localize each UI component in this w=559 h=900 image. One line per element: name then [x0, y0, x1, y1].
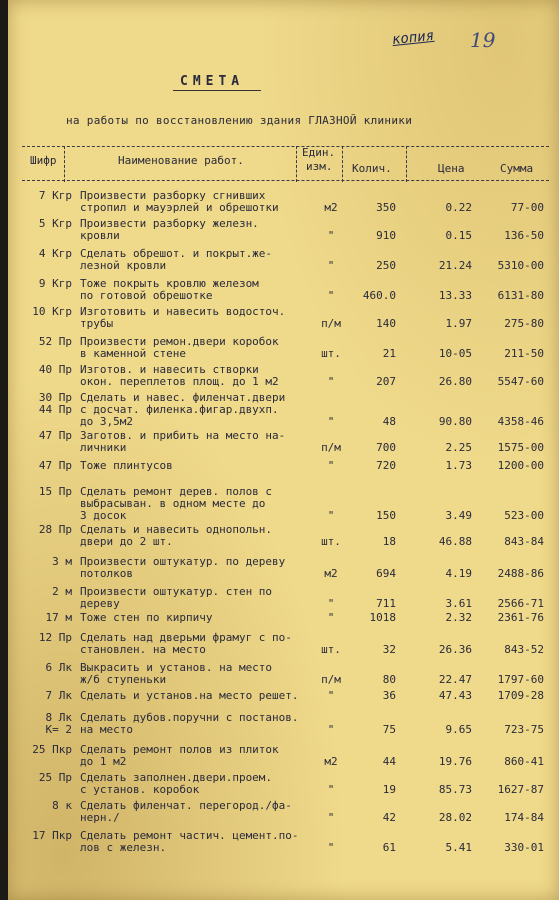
row-price: 22.47 [438, 673, 472, 686]
row-qty: 44 [382, 755, 396, 768]
row-qty: 32 [382, 643, 396, 656]
row-sum: 136-50 [504, 229, 544, 242]
row-code: 17 Пкр [32, 829, 72, 842]
row-code: 10 Кгр [32, 305, 72, 318]
row-price: 1.97 [445, 317, 472, 330]
row-name: Сделать и навесить однопольн. двери до 2 шт. [80, 523, 273, 548]
row-name: Сделать над дверьми фрамуг с по- становлен. на место [80, 631, 292, 656]
row-unit: " [327, 229, 335, 242]
row-qty: 19 [382, 783, 396, 796]
row-name: Сделать ремонт частич. цемент.по- лов с железн. [80, 829, 299, 854]
row-sum: 860-41 [504, 755, 544, 768]
row-code: 28 Пр [38, 523, 72, 536]
row-unit: п/м [321, 317, 341, 330]
row-code: 40 Пр [38, 363, 72, 376]
column-separator [342, 146, 343, 182]
row-name: Заготов. и прибить на место на- личники [80, 429, 286, 454]
row-code: 9 Кгр [38, 277, 72, 290]
row-code: 15 Пр [38, 485, 72, 498]
row-name: Изготовить и навесить водосточ. трубы [80, 305, 286, 330]
row-unit: п/м [321, 673, 341, 686]
row-qty: 460.0 [362, 289, 396, 302]
row-name: Сделать ремонт дерев. полов с выбрасыван. в одном месте до 3 досок [80, 485, 273, 522]
row-code: 5 Кгр [38, 217, 72, 230]
row-code: 52 Пр [38, 335, 72, 348]
row-code: 2 м [52, 585, 72, 598]
row-qty: 250 [376, 259, 396, 272]
row-unit: шт. [321, 643, 341, 656]
row-price: 90.80 [438, 415, 472, 428]
header-unit-line2: изм. [306, 160, 333, 173]
row-price: 21.24 [438, 259, 472, 272]
row-price: 47.43 [438, 689, 472, 702]
row-unit: шт. [321, 535, 341, 548]
row-code: 30 Пр 44 Пр [38, 391, 72, 416]
column-separator [64, 146, 65, 182]
row-qty: 150 [376, 509, 396, 522]
row-unit: " [327, 841, 335, 854]
row-name: Сделать дубов.поручни с постанов. на место [80, 711, 299, 736]
row-qty: 42 [382, 811, 396, 824]
row-sum: 843-84 [504, 535, 544, 548]
row-price: 2.25 [445, 441, 472, 454]
row-sum: 523-00 [504, 509, 544, 522]
row-qty: 18 [382, 535, 396, 548]
row-sum: 6131-80 [497, 289, 544, 302]
row-name: Сделать и навес. филенчат.двери с досчат. филенка.фигар.двухп. до 3,5м2 [80, 391, 286, 428]
row-code: 8 к [52, 799, 72, 812]
header-unit-line1: Един. [302, 146, 336, 159]
row-unit: " [327, 289, 335, 302]
row-sum: 1709-28 [497, 689, 544, 702]
row-unit: шт. [321, 347, 341, 360]
row-unit: м2 [324, 755, 338, 768]
row-qty: 694 [376, 567, 396, 580]
row-unit: п/м [321, 441, 341, 454]
row-sum: 77-00 [510, 201, 544, 214]
row-price: 3.61 [445, 597, 472, 610]
row-qty: 207 [376, 375, 396, 388]
row-price: 28.02 [438, 811, 472, 824]
row-code: 8 Лк К= 2 [45, 711, 72, 736]
row-code: 12 Пр [38, 631, 72, 644]
handwritten-annotation: копия [391, 27, 435, 49]
row-name: Выкрасить и установ. на место ж/б ступеньки [80, 661, 273, 686]
header-sum: Сумма [500, 162, 534, 175]
header-code: Шифр [30, 154, 57, 167]
row-unit: " [327, 509, 335, 522]
row-sum: 5310-00 [497, 259, 544, 272]
row-code: 47 Пр [38, 459, 72, 472]
row-name: Сделать обрешот. и покрыт.же- лезной кровли [80, 247, 273, 272]
row-name: Сделать ремонт полов из плиток до 1 м2 [80, 743, 279, 768]
row-price: 4.19 [445, 567, 472, 580]
row-price: 85.73 [438, 783, 472, 796]
row-code: 4 Кгр [38, 247, 72, 260]
row-name: Произвести ремон.двери коробок в каменной стене [80, 335, 279, 360]
row-price: 13.33 [438, 289, 472, 302]
row-qty: 720 [376, 459, 396, 472]
row-unit: " [327, 723, 335, 736]
row-code: 7 Лк [45, 689, 72, 702]
row-name: Тоже стен по кирпичу [80, 611, 213, 624]
row-name: Сделать филенчат. перегород./фа- нерн./ [80, 799, 292, 824]
row-name: Сделать заполнен.двери.проем. с установ. коробок [80, 771, 273, 796]
document-title: СМЕТА [180, 74, 245, 89]
row-sum: 1627-87 [497, 783, 544, 796]
document-subtitle: на работы по восстановлению здания ГЛАЗНОЙ клиники [66, 114, 413, 127]
row-unit: м2 [324, 567, 338, 580]
header-bottom-rule [22, 180, 549, 181]
row-qty: 36 [382, 689, 396, 702]
row-qty: 48 [382, 415, 396, 428]
row-qty: 1018 [369, 611, 396, 624]
row-unit: " [327, 259, 335, 272]
row-unit: м2 [324, 201, 338, 214]
row-code: 6 Лк [45, 661, 72, 674]
row-qty: 80 [382, 673, 396, 686]
row-qty: 75 [382, 723, 396, 736]
row-sum: 2566-71 [497, 597, 544, 610]
row-price: 1.73 [445, 459, 472, 472]
row-sum: 2488-86 [497, 567, 544, 580]
row-sum: 1200-00 [497, 459, 544, 472]
header-price: Цена [438, 162, 465, 175]
row-code: 7 Кгр [38, 189, 72, 202]
row-unit: " [327, 783, 335, 796]
row-name: Произвести оштукатур. стен по дереву [80, 585, 273, 610]
row-price: 19.76 [438, 755, 472, 768]
header-top-rule [22, 146, 549, 147]
row-unit: " [327, 811, 335, 824]
row-sum: 723-75 [504, 723, 544, 736]
row-sum: 2361-76 [497, 611, 544, 624]
row-sum: 1575-00 [497, 441, 544, 454]
row-name: Тоже покрыть кровлю железом по готовой обрешотке [80, 277, 259, 302]
row-code: 25 Пр [38, 771, 72, 784]
row-price: 0.22 [445, 201, 472, 214]
row-sum: 211-50 [504, 347, 544, 360]
row-qty: 700 [376, 441, 396, 454]
row-sum: 330-01 [504, 841, 544, 854]
row-sum: 275-80 [504, 317, 544, 330]
row-sum: 1797-60 [497, 673, 544, 686]
row-price: 26.80 [438, 375, 472, 388]
row-name: Произвести оштукатур. по дереву потолков [80, 555, 286, 580]
row-unit: " [327, 597, 335, 610]
row-price: 3.49 [445, 509, 472, 522]
row-code: 25 Пкр [32, 743, 72, 756]
row-price: 46.88 [438, 535, 472, 548]
row-name: Сделать и установ.на место решет. [80, 689, 299, 702]
column-separator [296, 146, 297, 182]
page-number: 19 [470, 28, 496, 52]
row-unit: " [327, 689, 335, 702]
row-qty: 350 [376, 201, 396, 214]
row-code: 17 м [45, 611, 72, 624]
row-qty: 61 [382, 841, 396, 854]
row-sum: 4358-46 [497, 415, 544, 428]
row-price: 5.41 [445, 841, 472, 854]
title-underline [173, 90, 261, 91]
column-separator [406, 146, 407, 182]
row-price: 0.15 [445, 229, 472, 242]
row-unit: " [327, 415, 335, 428]
row-qty: 910 [376, 229, 396, 242]
row-sum: 5547-60 [497, 375, 544, 388]
row-qty: 21 [382, 347, 396, 360]
row-name: Произвести разборку железн. кровли [80, 217, 259, 242]
document-page [8, 0, 559, 900]
row-unit: " [327, 611, 335, 624]
row-sum: 174-84 [504, 811, 544, 824]
row-unit: " [327, 459, 335, 472]
header-qty: Колич. [352, 162, 392, 175]
row-qty: 140 [376, 317, 396, 330]
row-unit: " [327, 375, 335, 388]
row-name: Произвести разборку сгнивших стропил и мауэрлей и обрешотки [80, 189, 279, 214]
row-price: 10-05 [438, 347, 472, 360]
row-qty: 711 [376, 597, 396, 610]
row-name: Изготов. и навесить створки окон. переплетов площ. до 1 м2 [80, 363, 279, 388]
row-code: 47 Пр [38, 429, 72, 442]
row-price: 9.65 [445, 723, 472, 736]
header-name: Наименование работ. [118, 154, 244, 167]
row-code: 3 м [52, 555, 72, 568]
row-price: 2.32 [445, 611, 472, 624]
row-name: Тоже плинтусов [80, 459, 173, 472]
row-sum: 843-52 [504, 643, 544, 656]
row-price: 26.36 [438, 643, 472, 656]
